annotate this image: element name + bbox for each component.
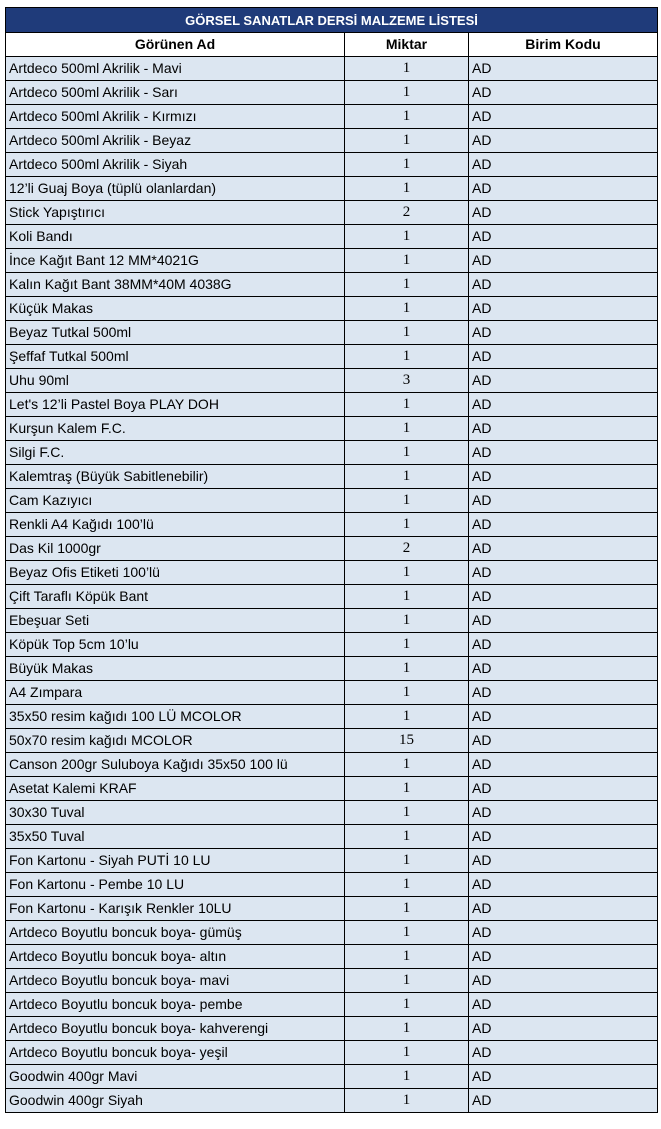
- cell-quantity: 1: [345, 465, 469, 489]
- cell-name: Asetat Kalemi KRAF: [6, 777, 345, 801]
- cell-unit: AD: [469, 561, 658, 585]
- cell-quantity: 1: [345, 825, 469, 849]
- cell-unit: AD: [469, 369, 658, 393]
- cell-name: Artdeco Boyutlu boncuk boya- pembe: [6, 993, 345, 1017]
- table-row: [6, 273, 658, 297]
- cell-unit: AD: [469, 153, 658, 177]
- cell-unit: AD: [469, 57, 658, 81]
- cell-name: Şeffaf Tutkal 500ml: [6, 345, 345, 369]
- cell-unit: AD: [469, 105, 658, 129]
- cell-name: Fon Kartonu - Siyah PUTİ 10 LU: [6, 849, 345, 873]
- cell-unit: AD: [469, 393, 658, 417]
- title-row: [6, 8, 658, 33]
- cell-quantity: 1: [345, 489, 469, 513]
- cell-unit: AD: [469, 417, 658, 441]
- cell-unit: AD: [469, 321, 658, 345]
- cell-unit: AD: [469, 753, 658, 777]
- cell-quantity: 1: [345, 1017, 469, 1041]
- cell-name: Beyaz Tutkal 500ml: [6, 321, 345, 345]
- cell-unit: AD: [469, 657, 658, 681]
- cell-quantity: 1: [345, 921, 469, 945]
- cell-quantity: 1: [345, 129, 469, 153]
- table-row: [6, 297, 658, 321]
- cell-unit: AD: [469, 441, 658, 465]
- table-row: [6, 825, 658, 849]
- table-row: [6, 345, 658, 369]
- cell-unit: AD: [469, 201, 658, 225]
- cell-name: Fon Kartonu - Karışık Renkler 10LU: [6, 897, 345, 921]
- cell-unit: AD: [469, 585, 658, 609]
- cell-unit: AD: [469, 849, 658, 873]
- cell-quantity: 1: [345, 57, 469, 81]
- cell-name: Fon Kartonu - Pembe 10 LU: [6, 873, 345, 897]
- cell-quantity: 1: [345, 417, 469, 441]
- cell-quantity: 1: [345, 705, 469, 729]
- cell-name: Kalın Kağıt Bant 38MM*40M 4038G: [6, 273, 345, 297]
- cell-unit: AD: [469, 297, 658, 321]
- cell-quantity: 1: [345, 249, 469, 273]
- cell-unit: AD: [469, 873, 658, 897]
- table-row: [6, 129, 658, 153]
- cell-name: Kalemtraş (Büyük Sabitlenebilir): [6, 465, 345, 489]
- cell-name: Ebeşuar Seti: [6, 609, 345, 633]
- cell-name: Çift Taraflı Köpük Bant: [6, 585, 345, 609]
- table-row: [6, 225, 658, 249]
- cell-unit: AD: [469, 129, 658, 153]
- table-row: [6, 585, 658, 609]
- cell-name: Artdeco Boyutlu boncuk boya- kahverengi: [6, 1017, 345, 1041]
- cell-name: Küçük Makas: [6, 297, 345, 321]
- cell-name: Stick Yapıştırıcı: [6, 201, 345, 225]
- cell-quantity: 1: [345, 969, 469, 993]
- cell-unit: AD: [469, 537, 658, 561]
- table-row: [6, 969, 658, 993]
- cell-name: Büyük Makas: [6, 657, 345, 681]
- material-table: [5, 7, 658, 1113]
- cell-name: Artdeco 500ml Akrilik - Beyaz: [6, 129, 345, 153]
- cell-quantity: 1: [345, 561, 469, 585]
- cell-quantity: 1: [345, 609, 469, 633]
- cell-name: Artdeco 500ml Akrilik - Mavi: [6, 57, 345, 81]
- cell-unit: AD: [469, 633, 658, 657]
- cell-unit: AD: [469, 345, 658, 369]
- table-row: [6, 849, 658, 873]
- cell-name: Artdeco 500ml Akrilik - Kırmızı: [6, 105, 345, 129]
- cell-quantity: 1: [345, 657, 469, 681]
- cell-unit: AD: [469, 1065, 658, 1089]
- cell-quantity: 1: [345, 1041, 469, 1065]
- cell-quantity: 1: [345, 993, 469, 1017]
- cell-quantity: 1: [345, 441, 469, 465]
- table-row: [6, 153, 658, 177]
- table-row: [6, 441, 658, 465]
- cell-quantity: 1: [345, 633, 469, 657]
- cell-name: Silgi F.C.: [6, 441, 345, 465]
- table-row: [6, 249, 658, 273]
- cell-unit: AD: [469, 921, 658, 945]
- cell-quantity: 1: [345, 873, 469, 897]
- column-header-quantity: Miktar: [345, 33, 469, 57]
- cell-unit: AD: [469, 225, 658, 249]
- table-row: [6, 993, 658, 1017]
- cell-quantity: 1: [345, 81, 469, 105]
- cell-name: Köpük Top 5cm 10’lu: [6, 633, 345, 657]
- table-row: [6, 753, 658, 777]
- table-row: [6, 57, 658, 81]
- table-row: [6, 105, 658, 129]
- cell-name: Kurşun Kalem F.C.: [6, 417, 345, 441]
- column-header-unit: Birim Kodu: [469, 33, 658, 57]
- cell-name: Artdeco Boyutlu boncuk boya- yeşil: [6, 1041, 345, 1065]
- cell-name: Koli Bandı: [6, 225, 345, 249]
- table-row: [6, 1041, 658, 1065]
- cell-unit: AD: [469, 993, 658, 1017]
- table-row: [6, 921, 658, 945]
- cell-quantity: 2: [345, 537, 469, 561]
- cell-name: Goodwin 400gr Siyah: [6, 1089, 345, 1113]
- cell-quantity: 1: [345, 945, 469, 969]
- cell-unit: AD: [469, 81, 658, 105]
- table-row: [6, 465, 658, 489]
- cell-name: Artdeco 500ml Akrilik - Siyah: [6, 153, 345, 177]
- table-row: [6, 201, 658, 225]
- table-row: [6, 1017, 658, 1041]
- table-row: [6, 897, 658, 921]
- cell-unit: AD: [469, 1017, 658, 1041]
- cell-quantity: 1: [345, 345, 469, 369]
- cell-name: Let's 12’li Pastel Boya PLAY DOH: [6, 393, 345, 417]
- cell-unit: AD: [469, 801, 658, 825]
- cell-quantity: 1: [345, 225, 469, 249]
- table-row: [6, 681, 658, 705]
- cell-quantity: 1: [345, 753, 469, 777]
- cell-name: Artdeco 500ml Akrilik - Sarı: [6, 81, 345, 105]
- cell-unit: AD: [469, 897, 658, 921]
- cell-quantity: 1: [345, 801, 469, 825]
- cell-name: 35x50 Tuval: [6, 825, 345, 849]
- cell-quantity: 1: [345, 585, 469, 609]
- cell-quantity: 1: [345, 1065, 469, 1089]
- cell-name: Cam Kazıyıcı: [6, 489, 345, 513]
- table-row: [6, 561, 658, 585]
- cell-name: 12’li Guaj Boya (tüplü olanlardan): [6, 177, 345, 201]
- cell-quantity: 1: [345, 1089, 469, 1113]
- cell-quantity: 1: [345, 393, 469, 417]
- cell-unit: AD: [469, 705, 658, 729]
- cell-unit: AD: [469, 825, 658, 849]
- material-list-sheet: [5, 7, 657, 1113]
- table-row: [6, 513, 658, 537]
- cell-unit: AD: [469, 1041, 658, 1065]
- table-row: [6, 705, 658, 729]
- cell-unit: AD: [469, 1089, 658, 1113]
- column-header-name: Görünen Ad: [6, 33, 345, 57]
- cell-quantity: 3: [345, 369, 469, 393]
- cell-quantity: 1: [345, 177, 469, 201]
- cell-name: Das Kil 1000gr: [6, 537, 345, 561]
- cell-name: Beyaz Ofis Etiketi 100’lü: [6, 561, 345, 585]
- table-row: [6, 81, 658, 105]
- cell-unit: AD: [469, 513, 658, 537]
- table-row: [6, 729, 658, 753]
- cell-unit: AD: [469, 729, 658, 753]
- cell-unit: AD: [469, 945, 658, 969]
- table-row: [6, 393, 658, 417]
- cell-name: Canson 200gr Suluboya Kağıdı 35x50 100 lü: [6, 753, 345, 777]
- cell-name: 35x50 resim kağıdı 100 LÜ MCOLOR: [6, 705, 345, 729]
- cell-quantity: 1: [345, 297, 469, 321]
- cell-name: A4 Zımpara: [6, 681, 345, 705]
- cell-unit: AD: [469, 969, 658, 993]
- table-row: [6, 321, 658, 345]
- cell-name: Artdeco Boyutlu boncuk boya- altın: [6, 945, 345, 969]
- cell-quantity: 1: [345, 273, 469, 297]
- cell-name: Artdeco Boyutlu boncuk boya- gümüş: [6, 921, 345, 945]
- cell-name: Renkli A4 Kağıdı 100’lü: [6, 513, 345, 537]
- table-row: [6, 489, 658, 513]
- table-row: [6, 633, 658, 657]
- cell-unit: AD: [469, 273, 658, 297]
- table-row: [6, 609, 658, 633]
- table-row: [6, 417, 658, 441]
- cell-quantity: 1: [345, 513, 469, 537]
- cell-quantity: 1: [345, 777, 469, 801]
- table-row: [6, 801, 658, 825]
- cell-quantity: 15: [345, 729, 469, 753]
- cell-unit: AD: [469, 249, 658, 273]
- cell-unit: AD: [469, 489, 658, 513]
- table-row: [6, 873, 658, 897]
- table-row: [6, 657, 658, 681]
- table-row: [6, 537, 658, 561]
- cell-quantity: 1: [345, 321, 469, 345]
- cell-unit: AD: [469, 465, 658, 489]
- cell-quantity: 1: [345, 105, 469, 129]
- cell-unit: AD: [469, 777, 658, 801]
- cell-unit: AD: [469, 681, 658, 705]
- cell-unit: AD: [469, 177, 658, 201]
- table-row: [6, 369, 658, 393]
- cell-name: İnce Kağıt Bant 12 MM*4021G: [6, 249, 345, 273]
- cell-name: Uhu 90ml: [6, 369, 345, 393]
- cell-quantity: 1: [345, 153, 469, 177]
- table-title: GÖRSEL SANATLAR DERSİ MALZEME LİSTESİ: [6, 8, 658, 33]
- table-row: [6, 1065, 658, 1089]
- table-row: [6, 945, 658, 969]
- cell-quantity: 2: [345, 201, 469, 225]
- cell-unit: AD: [469, 609, 658, 633]
- table-row: [6, 777, 658, 801]
- cell-quantity: 1: [345, 681, 469, 705]
- table-row: [6, 177, 658, 201]
- table-row: [6, 1089, 658, 1113]
- cell-quantity: 1: [345, 849, 469, 873]
- cell-name: Goodwin 400gr Mavi: [6, 1065, 345, 1089]
- cell-name: Artdeco Boyutlu boncuk boya- mavi: [6, 969, 345, 993]
- cell-name: 30x30 Tuval: [6, 801, 345, 825]
- header-row: [6, 33, 658, 57]
- cell-quantity: 1: [345, 897, 469, 921]
- cell-name: 50x70 resim kağıdı MCOLOR: [6, 729, 345, 753]
